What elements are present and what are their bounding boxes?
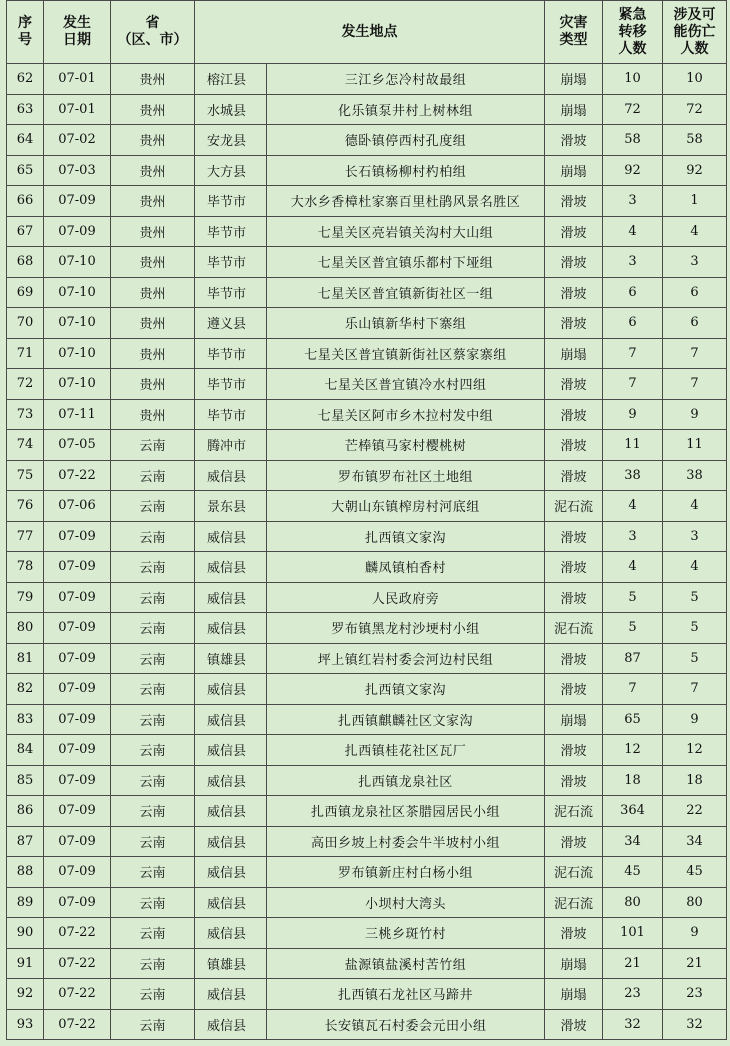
cell-place: 大水乡香樟杜家寨百里杜鹃风景名胜区 bbox=[267, 186, 545, 217]
cell-county: 水城县 bbox=[195, 94, 267, 125]
table-row bbox=[7, 979, 727, 1010]
cell-seq: 64 bbox=[7, 125, 44, 156]
table-row bbox=[7, 277, 727, 308]
cell-county: 腾冲市 bbox=[195, 430, 267, 461]
cell-evacuated: 4 bbox=[603, 491, 663, 522]
table-row bbox=[7, 1009, 727, 1040]
table-row bbox=[7, 643, 727, 674]
cell-type: 滑坡 bbox=[545, 247, 603, 278]
cell-county: 威信县 bbox=[195, 765, 267, 796]
cell-at-risk: 9 bbox=[663, 918, 727, 949]
cell-seq: 63 bbox=[7, 94, 44, 125]
header-place: 发生地点 bbox=[195, 1, 545, 64]
header-type: 灾害 类型 bbox=[545, 1, 603, 64]
cell-evacuated: 38 bbox=[603, 460, 663, 491]
cell-place: 乐山镇新华村下寨组 bbox=[267, 308, 545, 339]
cell-seq: 81 bbox=[7, 643, 44, 674]
table-body bbox=[7, 64, 727, 1040]
cell-evacuated: 7 bbox=[603, 369, 663, 400]
cell-at-risk: 1 bbox=[663, 186, 727, 217]
disaster-table bbox=[6, 0, 727, 1040]
cell-type: 滑坡 bbox=[545, 186, 603, 217]
cell-county: 威信县 bbox=[195, 552, 267, 583]
cell-date: 07-09 bbox=[44, 582, 111, 613]
cell-evacuated: 12 bbox=[603, 735, 663, 766]
cell-seq: 77 bbox=[7, 521, 44, 552]
cell-at-risk: 6 bbox=[663, 277, 727, 308]
table-row bbox=[7, 247, 727, 278]
cell-place: 七星关区普宜镇新街社区蔡家寨组 bbox=[267, 338, 545, 369]
cell-evacuated: 3 bbox=[603, 186, 663, 217]
cell-province: 贵州 bbox=[111, 155, 195, 186]
table-row bbox=[7, 887, 727, 918]
cell-place: 扎西镇石龙社区马蹄井 bbox=[267, 979, 545, 1010]
cell-date: 07-22 bbox=[44, 460, 111, 491]
cell-county: 镇雄县 bbox=[195, 948, 267, 979]
table-row bbox=[7, 338, 727, 369]
cell-place: 扎西镇龙泉社区茶腊园居民小组 bbox=[267, 796, 545, 827]
cell-at-risk: 3 bbox=[663, 521, 727, 552]
cell-at-risk: 32 bbox=[663, 1009, 727, 1040]
cell-place: 七星关区普宜镇新街社区一组 bbox=[267, 277, 545, 308]
cell-evacuated: 87 bbox=[603, 643, 663, 674]
cell-date: 07-09 bbox=[44, 186, 111, 217]
cell-county: 威信县 bbox=[195, 796, 267, 827]
table-row bbox=[7, 552, 727, 583]
cell-seq: 84 bbox=[7, 735, 44, 766]
cell-at-risk: 38 bbox=[663, 460, 727, 491]
cell-type: 崩塌 bbox=[545, 338, 603, 369]
table-row bbox=[7, 765, 727, 796]
cell-evacuated: 6 bbox=[603, 308, 663, 339]
cell-seq: 66 bbox=[7, 186, 44, 217]
cell-type: 滑坡 bbox=[545, 308, 603, 339]
table-row bbox=[7, 491, 727, 522]
table-row bbox=[7, 613, 727, 644]
cell-province: 贵州 bbox=[111, 216, 195, 247]
cell-province: 云南 bbox=[111, 460, 195, 491]
cell-type: 崩塌 bbox=[545, 704, 603, 735]
cell-at-risk: 4 bbox=[663, 491, 727, 522]
cell-place: 扎西镇文家沟 bbox=[267, 674, 545, 705]
cell-evacuated: 9 bbox=[603, 399, 663, 430]
cell-date: 07-10 bbox=[44, 308, 111, 339]
cell-type: 崩塌 bbox=[545, 948, 603, 979]
header-at-risk: 涉及可 能伤亡 人数 bbox=[663, 1, 727, 64]
cell-at-risk: 7 bbox=[663, 674, 727, 705]
cell-place: 长石镇杨柳村杓柏组 bbox=[267, 155, 545, 186]
cell-at-risk: 12 bbox=[663, 735, 727, 766]
cell-seq: 72 bbox=[7, 369, 44, 400]
cell-seq: 85 bbox=[7, 765, 44, 796]
cell-province: 贵州 bbox=[111, 125, 195, 156]
cell-seq: 71 bbox=[7, 338, 44, 369]
cell-seq: 74 bbox=[7, 430, 44, 461]
cell-at-risk: 4 bbox=[663, 216, 727, 247]
cell-at-risk: 22 bbox=[663, 796, 727, 827]
cell-county: 威信县 bbox=[195, 826, 267, 857]
cell-province: 贵州 bbox=[111, 399, 195, 430]
cell-seq: 86 bbox=[7, 796, 44, 827]
cell-province: 云南 bbox=[111, 796, 195, 827]
cell-county: 威信县 bbox=[195, 887, 267, 918]
cell-place: 大朝山东镇榨房村河底组 bbox=[267, 491, 545, 522]
cell-province: 云南 bbox=[111, 491, 195, 522]
cell-province: 云南 bbox=[111, 521, 195, 552]
table-row bbox=[7, 216, 727, 247]
header-seq: 序 号 bbox=[7, 1, 44, 64]
cell-date: 07-09 bbox=[44, 826, 111, 857]
cell-county: 威信县 bbox=[195, 857, 267, 888]
cell-at-risk: 4 bbox=[663, 552, 727, 583]
cell-date: 07-01 bbox=[44, 64, 111, 95]
cell-type: 滑坡 bbox=[545, 277, 603, 308]
cell-type: 泥石流 bbox=[545, 796, 603, 827]
cell-evacuated: 80 bbox=[603, 887, 663, 918]
cell-county: 威信县 bbox=[195, 704, 267, 735]
header-row bbox=[7, 1, 727, 64]
cell-date: 07-03 bbox=[44, 155, 111, 186]
table-row bbox=[7, 826, 727, 857]
cell-type: 泥石流 bbox=[545, 491, 603, 522]
cell-date: 07-05 bbox=[44, 430, 111, 461]
cell-place: 七星关区普宜镇冷水村四组 bbox=[267, 369, 545, 400]
cell-province: 云南 bbox=[111, 1009, 195, 1040]
cell-evacuated: 23 bbox=[603, 979, 663, 1010]
cell-type: 滑坡 bbox=[545, 918, 603, 949]
cell-evacuated: 18 bbox=[603, 765, 663, 796]
table-row bbox=[7, 94, 727, 125]
cell-county: 遵义县 bbox=[195, 308, 267, 339]
cell-province: 云南 bbox=[111, 674, 195, 705]
cell-province: 贵州 bbox=[111, 247, 195, 278]
cell-county: 威信县 bbox=[195, 582, 267, 613]
cell-evacuated: 101 bbox=[603, 918, 663, 949]
cell-date: 07-09 bbox=[44, 552, 111, 583]
cell-place: 长安镇瓦石村委会元田小组 bbox=[267, 1009, 545, 1040]
cell-seq: 93 bbox=[7, 1009, 44, 1040]
cell-place: 扎西镇桂花社区瓦厂 bbox=[267, 735, 545, 766]
cell-county: 威信县 bbox=[195, 918, 267, 949]
cell-seq: 87 bbox=[7, 826, 44, 857]
cell-type: 滑坡 bbox=[545, 1009, 603, 1040]
cell-type: 滑坡 bbox=[545, 430, 603, 461]
cell-date: 07-10 bbox=[44, 247, 111, 278]
cell-seq: 88 bbox=[7, 857, 44, 888]
cell-county: 毕节市 bbox=[195, 186, 267, 217]
cell-seq: 79 bbox=[7, 582, 44, 613]
cell-date: 07-10 bbox=[44, 277, 111, 308]
table-row bbox=[7, 735, 727, 766]
cell-type: 滑坡 bbox=[545, 399, 603, 430]
cell-date: 07-09 bbox=[44, 613, 111, 644]
cell-county: 威信县 bbox=[195, 460, 267, 491]
cell-province: 云南 bbox=[111, 857, 195, 888]
cell-date: 07-01 bbox=[44, 94, 111, 125]
cell-date: 07-09 bbox=[44, 765, 111, 796]
cell-type: 滑坡 bbox=[545, 735, 603, 766]
cell-type: 滑坡 bbox=[545, 552, 603, 583]
cell-evacuated: 7 bbox=[603, 338, 663, 369]
cell-province: 贵州 bbox=[111, 186, 195, 217]
cell-province: 云南 bbox=[111, 582, 195, 613]
cell-at-risk: 58 bbox=[663, 125, 727, 156]
cell-type: 滑坡 bbox=[545, 125, 603, 156]
cell-place: 扎西镇麒麟社区文家沟 bbox=[267, 704, 545, 735]
cell-date: 07-22 bbox=[44, 948, 111, 979]
cell-type: 崩塌 bbox=[545, 94, 603, 125]
cell-evacuated: 364 bbox=[603, 796, 663, 827]
cell-at-risk: 21 bbox=[663, 948, 727, 979]
cell-at-risk: 5 bbox=[663, 613, 727, 644]
cell-place: 化乐镇泵井村上树林组 bbox=[267, 94, 545, 125]
cell-date: 07-09 bbox=[44, 887, 111, 918]
cell-place: 三桃乡斑竹村 bbox=[267, 918, 545, 949]
cell-county: 毕节市 bbox=[195, 216, 267, 247]
cell-date: 07-09 bbox=[44, 735, 111, 766]
table-row bbox=[7, 948, 727, 979]
cell-county: 大方县 bbox=[195, 155, 267, 186]
cell-type: 滑坡 bbox=[545, 643, 603, 674]
cell-at-risk: 45 bbox=[663, 857, 727, 888]
cell-place: 三江乡怎冷村故最组 bbox=[267, 64, 545, 95]
cell-province: 云南 bbox=[111, 613, 195, 644]
cell-date: 07-09 bbox=[44, 521, 111, 552]
cell-province: 云南 bbox=[111, 704, 195, 735]
table-row bbox=[7, 64, 727, 95]
cell-type: 滑坡 bbox=[545, 765, 603, 796]
cell-province: 云南 bbox=[111, 643, 195, 674]
cell-province: 云南 bbox=[111, 552, 195, 583]
cell-seq: 83 bbox=[7, 704, 44, 735]
cell-evacuated: 5 bbox=[603, 582, 663, 613]
cell-place: 七星关区普宜镇乐都村下垭组 bbox=[267, 247, 545, 278]
cell-evacuated: 34 bbox=[603, 826, 663, 857]
cell-place: 高田乡坡上村委会牛半坡村小组 bbox=[267, 826, 545, 857]
cell-seq: 80 bbox=[7, 613, 44, 644]
cell-evacuated: 4 bbox=[603, 552, 663, 583]
table-row bbox=[7, 582, 727, 613]
cell-county: 威信县 bbox=[195, 674, 267, 705]
cell-at-risk: 92 bbox=[663, 155, 727, 186]
cell-at-risk: 3 bbox=[663, 247, 727, 278]
table-row bbox=[7, 704, 727, 735]
table-row bbox=[7, 521, 727, 552]
cell-at-risk: 9 bbox=[663, 704, 727, 735]
cell-evacuated: 6 bbox=[603, 277, 663, 308]
cell-evacuated: 65 bbox=[603, 704, 663, 735]
cell-evacuated: 92 bbox=[603, 155, 663, 186]
cell-place: 坪上镇红岩村委会河边村民组 bbox=[267, 643, 545, 674]
cell-county: 安龙县 bbox=[195, 125, 267, 156]
cell-place: 人民政府旁 bbox=[267, 582, 545, 613]
cell-date: 07-02 bbox=[44, 125, 111, 156]
cell-seq: 73 bbox=[7, 399, 44, 430]
cell-county: 威信县 bbox=[195, 735, 267, 766]
cell-place: 罗布镇黑龙村沙埂村小组 bbox=[267, 613, 545, 644]
disaster-table-wrapper bbox=[6, 0, 726, 1040]
header-date: 发生 日期 bbox=[44, 1, 111, 64]
cell-date: 07-09 bbox=[44, 796, 111, 827]
table-row bbox=[7, 430, 727, 461]
cell-date: 07-10 bbox=[44, 369, 111, 400]
cell-type: 崩塌 bbox=[545, 155, 603, 186]
cell-type: 滑坡 bbox=[545, 369, 603, 400]
table-row bbox=[7, 918, 727, 949]
cell-county: 景东县 bbox=[195, 491, 267, 522]
table-row bbox=[7, 674, 727, 705]
cell-county: 威信县 bbox=[195, 613, 267, 644]
cell-place: 德卧镇停西村孔度组 bbox=[267, 125, 545, 156]
table-row bbox=[7, 796, 727, 827]
cell-province: 云南 bbox=[111, 430, 195, 461]
cell-county: 威信县 bbox=[195, 521, 267, 552]
cell-type: 滑坡 bbox=[545, 582, 603, 613]
cell-place: 扎西镇龙泉社区 bbox=[267, 765, 545, 796]
cell-province: 贵州 bbox=[111, 308, 195, 339]
cell-county: 毕节市 bbox=[195, 369, 267, 400]
cell-seq: 92 bbox=[7, 979, 44, 1010]
cell-date: 07-11 bbox=[44, 399, 111, 430]
cell-province: 贵州 bbox=[111, 277, 195, 308]
cell-place: 罗布镇新庄村白杨小组 bbox=[267, 857, 545, 888]
cell-place: 盐源镇盐溪村苦竹组 bbox=[267, 948, 545, 979]
cell-at-risk: 5 bbox=[663, 582, 727, 613]
cell-at-risk: 10 bbox=[663, 64, 727, 95]
cell-date: 07-22 bbox=[44, 979, 111, 1010]
cell-at-risk: 34 bbox=[663, 826, 727, 857]
cell-at-risk: 5 bbox=[663, 643, 727, 674]
cell-type: 滑坡 bbox=[545, 521, 603, 552]
cell-province: 贵州 bbox=[111, 94, 195, 125]
cell-seq: 65 bbox=[7, 155, 44, 186]
cell-at-risk: 72 bbox=[663, 94, 727, 125]
cell-at-risk: 23 bbox=[663, 979, 727, 1010]
cell-date: 07-09 bbox=[44, 674, 111, 705]
cell-place: 罗布镇罗布社区土地组 bbox=[267, 460, 545, 491]
cell-seq: 69 bbox=[7, 277, 44, 308]
cell-province: 云南 bbox=[111, 887, 195, 918]
table-row bbox=[7, 125, 727, 156]
cell-seq: 82 bbox=[7, 674, 44, 705]
cell-evacuated: 7 bbox=[603, 674, 663, 705]
cell-evacuated: 4 bbox=[603, 216, 663, 247]
cell-evacuated: 32 bbox=[603, 1009, 663, 1040]
cell-evacuated: 11 bbox=[603, 430, 663, 461]
cell-county: 毕节市 bbox=[195, 399, 267, 430]
cell-seq: 76 bbox=[7, 491, 44, 522]
cell-seq: 89 bbox=[7, 887, 44, 918]
cell-date: 07-09 bbox=[44, 216, 111, 247]
cell-date: 07-06 bbox=[44, 491, 111, 522]
cell-evacuated: 3 bbox=[603, 247, 663, 278]
cell-county: 毕节市 bbox=[195, 338, 267, 369]
cell-seq: 70 bbox=[7, 308, 44, 339]
cell-at-risk: 18 bbox=[663, 765, 727, 796]
cell-province: 贵州 bbox=[111, 369, 195, 400]
cell-place: 麟凤镇柏香村 bbox=[267, 552, 545, 583]
cell-evacuated: 5 bbox=[603, 613, 663, 644]
table-row bbox=[7, 308, 727, 339]
cell-county: 毕节市 bbox=[195, 277, 267, 308]
cell-seq: 62 bbox=[7, 64, 44, 95]
cell-evacuated: 21 bbox=[603, 948, 663, 979]
cell-evacuated: 10 bbox=[603, 64, 663, 95]
cell-at-risk: 11 bbox=[663, 430, 727, 461]
cell-seq: 78 bbox=[7, 552, 44, 583]
cell-date: 07-09 bbox=[44, 857, 111, 888]
cell-place: 芒棒镇马家村樱桃树 bbox=[267, 430, 545, 461]
cell-date: 07-22 bbox=[44, 1009, 111, 1040]
cell-type: 滑坡 bbox=[545, 460, 603, 491]
cell-date: 07-09 bbox=[44, 704, 111, 735]
cell-county: 榕江县 bbox=[195, 64, 267, 95]
table-row bbox=[7, 369, 727, 400]
cell-evacuated: 45 bbox=[603, 857, 663, 888]
header-province: 省 （区、市） bbox=[111, 1, 195, 64]
table-row bbox=[7, 857, 727, 888]
cell-at-risk: 6 bbox=[663, 308, 727, 339]
cell-at-risk: 9 bbox=[663, 399, 727, 430]
cell-province: 贵州 bbox=[111, 338, 195, 369]
cell-county: 威信县 bbox=[195, 979, 267, 1010]
cell-at-risk: 7 bbox=[663, 338, 727, 369]
cell-county: 威信县 bbox=[195, 1009, 267, 1040]
cell-date: 07-09 bbox=[44, 643, 111, 674]
cell-place: 七星关区阿市乡木拉村发中组 bbox=[267, 399, 545, 430]
cell-type: 泥石流 bbox=[545, 613, 603, 644]
cell-at-risk: 7 bbox=[663, 369, 727, 400]
cell-county: 镇雄县 bbox=[195, 643, 267, 674]
cell-place: 扎西镇文家沟 bbox=[267, 521, 545, 552]
cell-seq: 75 bbox=[7, 460, 44, 491]
cell-province: 贵州 bbox=[111, 64, 195, 95]
cell-type: 泥石流 bbox=[545, 857, 603, 888]
cell-province: 云南 bbox=[111, 735, 195, 766]
cell-seq: 68 bbox=[7, 247, 44, 278]
cell-type: 崩塌 bbox=[545, 979, 603, 1010]
cell-seq: 91 bbox=[7, 948, 44, 979]
cell-seq: 90 bbox=[7, 918, 44, 949]
cell-province: 云南 bbox=[111, 979, 195, 1010]
cell-evacuated: 58 bbox=[603, 125, 663, 156]
cell-type: 滑坡 bbox=[545, 216, 603, 247]
cell-province: 云南 bbox=[111, 765, 195, 796]
cell-place: 七星关区亮岩镇关沟村大山组 bbox=[267, 216, 545, 247]
table-row bbox=[7, 155, 727, 186]
cell-evacuated: 72 bbox=[603, 94, 663, 125]
cell-at-risk: 80 bbox=[663, 887, 727, 918]
cell-evacuated: 3 bbox=[603, 521, 663, 552]
cell-type: 崩塌 bbox=[545, 64, 603, 95]
table-row bbox=[7, 399, 727, 430]
cell-county: 毕节市 bbox=[195, 247, 267, 278]
cell-type: 滑坡 bbox=[545, 674, 603, 705]
cell-date: 07-10 bbox=[44, 338, 111, 369]
cell-seq: 67 bbox=[7, 216, 44, 247]
cell-type: 泥石流 bbox=[545, 887, 603, 918]
cell-date: 07-22 bbox=[44, 918, 111, 949]
header-evacuated: 紧急 转移 人数 bbox=[603, 1, 663, 64]
table-row bbox=[7, 460, 727, 491]
cell-place: 小坝村大湾头 bbox=[267, 887, 545, 918]
cell-province: 云南 bbox=[111, 918, 195, 949]
cell-type: 滑坡 bbox=[545, 826, 603, 857]
cell-province: 云南 bbox=[111, 826, 195, 857]
cell-province: 云南 bbox=[111, 948, 195, 979]
table-row bbox=[7, 186, 727, 217]
